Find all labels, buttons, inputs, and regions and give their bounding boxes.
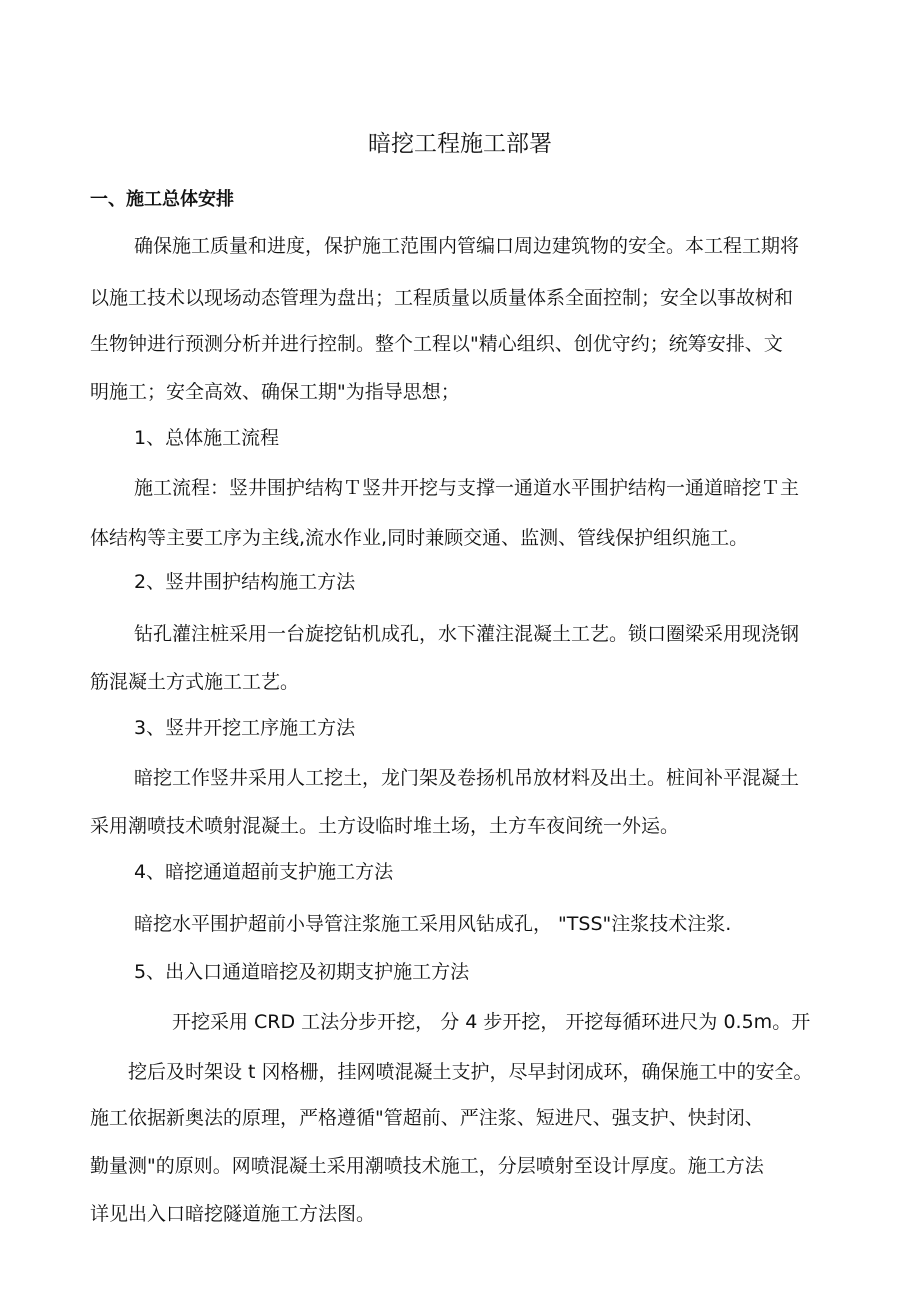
item-5-line-2: 挖后及时架设 t 冈格栅，挂网喷混凝土支护，尽早封闭成环，确保施工中的安全。 [128,1061,813,1083]
item-5-heading: 5、出入口通道暗挖及初期支护施工方法 [134,961,470,983]
item-5-line-5: 详见出入口暗挖隧道施工方法图。 [90,1203,376,1225]
item-5-line-4: 勤量测"的原则。网喷混凝土采用潮喷技术施工，分层喷射至设计厚度。施工方法 [90,1155,764,1177]
item-2-line-2: 筋混凝土方式施工工艺。 [90,671,300,693]
intro-line-1: 确保施工质量和进度，保护施工范围内管编口周边建筑物的安全。本工程工期将 [134,235,800,257]
item-3-line-2: 采用潮喷技术喷射混凝土。土方设临时堆土场，土方车夜间统一外运。 [90,815,680,837]
item-5-line-3: 施工依据新奥法的原理，严格遵循"管超前、严注浆、短进尺、强支护、快封闭、 [90,1107,764,1129]
item-2-heading: 2、竖井围护结构施工方法 [134,571,356,593]
item-3-heading: 3、竖井开挖工序施工方法 [134,717,356,739]
item-5-line-1: 开挖采用 CRD 工法分步开挖， 分 4 步开挖， 开挖每循环进尺为 0.5m。开 [172,1011,811,1033]
intro-line-2: 以施工技术以现场动态管理为盘出；工程质量以质量体系全面控制；安全以事故树和 [90,287,794,309]
item-2-line-1: 钻孔灌注桩采用一台旋挖钻机成孔，水下灌注混凝土工艺。锁口圈梁采用现浇钢 [134,623,800,645]
item-1-line-1: 施工流程：竖井围护结构Ｔ竖井开挖与支撑一通道水平围护结构一通道暗挖Ｔ主 [134,477,800,499]
item-4-heading: 4、暗挖通道超前支护施工方法 [134,861,394,883]
item-1-heading: 1、总体施工流程 [134,427,280,449]
intro-line-3: 生物钟进行预测分析并进行控制。整个工程以"精心组织、创优守约；统筹安排、文 [90,333,783,355]
section-heading: 一、施工总体安排 [90,189,234,210]
item-1-line-2: 体结构等主要工序为主线,流水作业,同时兼顾交通、监测、管线保护组织施工。 [90,527,749,549]
intro-line-4: 明施工；安全高效、确保工期"为指导思想； [90,381,460,403]
item-4-line-1: 暗挖水平围护超前小导管注浆施工采用风钻成孔， "TSS"注浆技术注浆. [134,913,732,935]
document-title: 暗挖工程施工部署 [368,131,552,157]
item-3-line-1: 暗挖工作竖井采用人工挖土，龙门架及卷扬机吊放材料及出土。桩间补平混凝土 [134,767,800,789]
